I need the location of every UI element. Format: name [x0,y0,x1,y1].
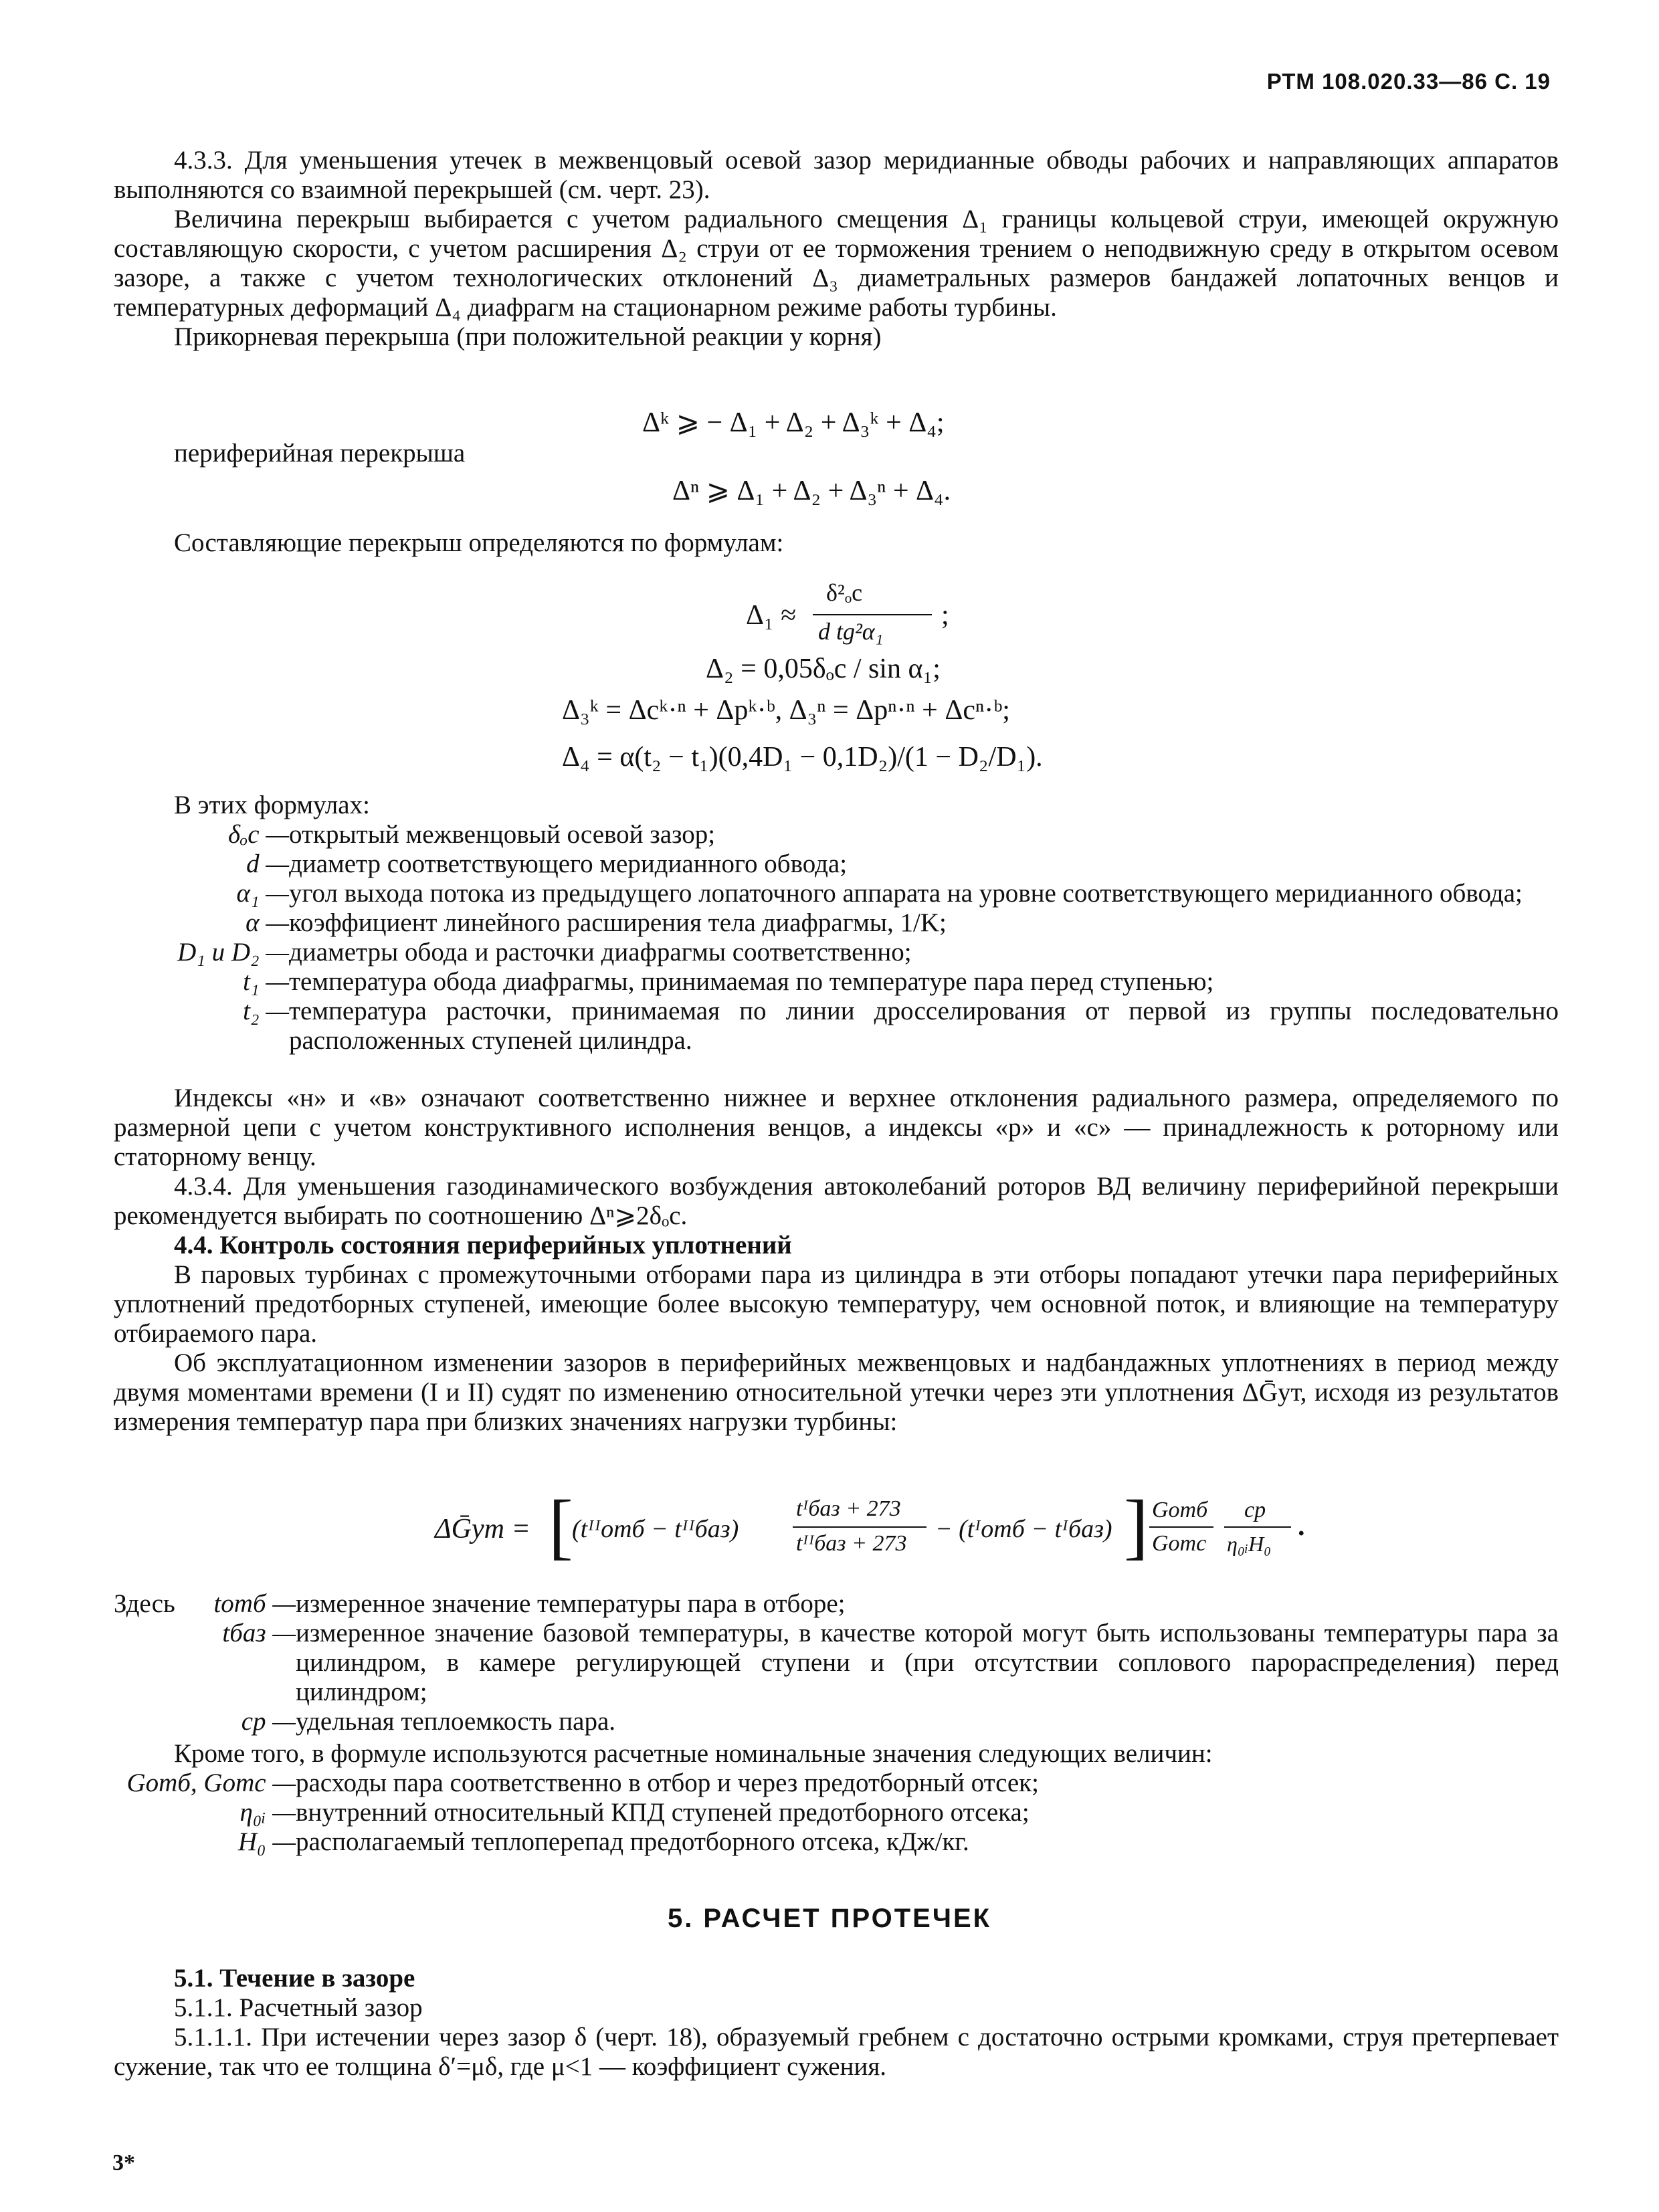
paragraph-overlap-magnitude: Величина перекрыш выбирается с учетом радиального смещения Δ₁ границы кольцевой струи, имеющей окружную составляющую скорости, с учетом расширения Δ₂ струи от ее торможения трением о неподвижную среду в открытом осевом зазоре, а также с учетом технологических отклонений Δ₃ диаметральных размеров бандажей лопаточных венцов и температурных деформаций Δ₄ диафрагм на стационарном режиме работы турбины. [114,205,1559,322]
formula-g-bar [1149,1526,1213,1528]
equation-delta1-lhs: Δ₁ ≈ [746,600,797,631]
definition-item [114,908,1559,938]
equation-delta1-fraction-bar [813,614,932,615]
definition-symbol: t₂ — [243,997,289,1025]
definition-item [114,1798,1559,1827]
paragraph-nominal: Кроме того, в формуле используются расчетные номинальные значения следующих величин: [174,1739,1213,1768]
definition-text: угол выхода потока из предыдущего лопаточного аппарата на уровне соответствующего меридианного обвода; [289,879,1523,908]
definitions-lead: Здесь [114,1589,175,1618]
formula-g-num: Gотб [1152,1498,1208,1522]
definition-text: внутренний относительный КПД ступеней предотборного отсека; [296,1798,1030,1827]
definition-item [114,1707,1559,1736]
running-head: РТМ 108.020.33—86 С. 19 [1266,69,1551,94]
heading-section-5: 5. РАСЧЕТ ПРОТЕЧЕК [667,1904,992,1933]
definition-text: измеренное значение температуры пара в отборе; [296,1589,846,1618]
section-5-body [114,1964,1559,2082]
definition-text: измеренное значение базовой температуры, в качестве которой могут быть использованы температуры пара за цилиндром, в камере регулирующей ступени и (при отсутствии соплового парораспределения) перед цилиндром; [296,1619,1559,1706]
definition-text: диаметры обода и расточки диафрагмы соответственно; [289,938,912,967]
paragraph-in-formulas-wrap [114,791,1559,820]
paragraph-indices: Индексы «н» и «в» означают соответственно нижнее и верхнее отклонения радиального размера, определяемого по размерной цепи с учетом конструктивного исполнения венцов, а индексы «р» и «с» — принадлежность к роторному или статорному венцу. [114,1084,1559,1171]
section-4-3-3-intro [114,146,1559,352]
definition-item [114,1827,1559,1857]
signature-mark: 3* [112,2150,135,2175]
formula-frac-den: tᴵᴵбаз + 273 [796,1531,907,1556]
paragraph-steam-turbines: В паровых турбинах с промежуточными отборами пара из цилиндра в эти отборы попадают утечки пара периферийных уплотнений предотборных ступеней, имеющие более высокую температуру, чем основной поток, и влияющие на температуру отбираемого пара. [114,1260,1559,1348]
formula-c-den: η₀ᵢH₀ [1227,1532,1272,1556]
section-indices [114,1084,1559,1437]
heading-5-1: 5.1. Течение в зазоре [174,1964,415,1993]
definition-symbol: δₒc — [227,820,289,849]
definitions-list-overlap [114,820,1559,1055]
formula-tail: . [1298,1511,1305,1542]
definition-text: диаметр соответствующего меридианного обвода; [289,849,848,878]
paragraph-nominal-wrap [114,1739,1559,1769]
equation-delta1-denominator: d tg²α₁ [818,618,884,645]
equation-delta1-tail: ; [941,600,949,631]
definition-symbol: tотб — [213,1589,296,1618]
paragraph-root-overlap: Прикорневая перекрыша (при положительной реакции у корня) [174,322,882,351]
definition-symbol: α — [246,908,289,937]
paragraph-operational-change: Об эксплуатационном изменении зазоров в периферийных межвенцовых и надбандажных уплотнениях в период между двумя моментами времени (I и II) судят по изменению относительной утечки через эти уплотнения ΔḠут, исходя из результатов измерения температур пара при близких значениях нагрузки турбины: [114,1348,1559,1436]
definition-text: температура обода диафрагмы, принимаемая по температуре пара перед ступенью; [289,967,1214,996]
paragraph-5-1-1-1: 5.1.1.1. При истечении через зазор δ (черт. 18), образуемый гребнем с достаточно острыми кромками, струя претерпевает сужение, так что ее толщина δ′=μδ, где μ<1 — коэффициент сужения. [114,2023,1559,2081]
formula-term-2: − (tᴵотб − tᴵбаз) [935,1515,1112,1543]
formula-bracket-close: ] [1124,1485,1149,1567]
equation-periph-overlap: Δⁿ ⩾ Δ₁ + Δ₂ + Δ₃ⁿ + Δ₄. [672,476,951,506]
definition-symbol: η₀ᵢ — [239,1798,296,1827]
definition-symbol: H₀ — [237,1827,296,1856]
definition-symbol: d — [246,849,289,878]
definition-symbol: tбаз — [222,1619,296,1647]
definition-text: удельная теплоемкость пара. [296,1707,616,1736]
definition-item [114,1769,1559,1798]
paragraph-periph-overlap: периферийная перекрыша [174,439,466,468]
definition-item [114,1589,1559,1619]
definition-symbol: α₁ — [236,879,289,908]
formula-lhs: ΔḠут = [435,1514,530,1544]
definition-text: коэффициент линейного расширения тела диафрагмы, 1/K; [289,908,947,937]
definition-item [114,967,1559,997]
definition-text: открытый межвенцовый осевой зазор; [289,820,716,849]
definitions-list-here [114,1589,1559,1736]
definition-symbol: cp — [241,1707,296,1736]
formula-c-num: cp [1244,1498,1266,1522]
paragraph-components-wrap [114,528,1559,558]
definition-item [114,997,1559,1055]
paragraph-components: Составляющие перекрыш определяются по формулам: [174,528,784,557]
equation-delta4: Δ₄ = α(t₂ − t₁)(0,4D₁ − 0,1D₂)/(1 − D₂/D₁). [562,742,1043,773]
formula-frac-num: tᴵбаз + 273 [796,1496,901,1521]
paragraph-4-3-3: 4.3.3. Для уменьшения утечек в межвенцовый осевой зазор меридианные обводы рабочих и направляющих аппаратов выполняются со взаимной перекрышей (см. черт. 23). [114,146,1559,204]
formula-g-den: Gотс [1152,1531,1207,1556]
definition-symbol: D₁ и D₂ — [177,938,289,967]
definition-item [114,1619,1559,1707]
definition-item [114,849,1559,879]
paragraph-4-3-4: 4.3.4. Для уменьшения газодинамического возбуждения автоколебаний роторов ВД величину периферийной перекрыши рекомендуется выбирать по соотношению Δⁿ⩾2δₒc. [114,1172,1559,1230]
formula-bracket-open: [ [549,1485,573,1567]
paragraph-in-formulas: В этих формулах: [174,791,370,819]
definition-text: температура расточки, принимаемая по линии дросселирования от первой из группы последовательно расположенных ступеней цилиндра. [289,997,1559,1055]
equation-relative-leakage [435,1485,1305,1567]
equation-root-overlap: Δᵏ ⩾ − Δ₁ + Δ₂ + Δ₃ᵏ + Δ₄; [642,407,945,438]
definition-item [114,820,1559,849]
equation-delta2: Δ₂ = 0,05δₒc / sin α₁; [706,653,941,684]
definition-symbol: Gотб, Gотс — [126,1769,296,1797]
equation-delta1-numerator: δ²ₒc [826,579,863,606]
definition-item [114,879,1559,908]
equation-delta3: Δ₃ᵏ = Δcᵏ·ⁿ + Δpᵏ·ᵇ, Δ₃ⁿ = Δpⁿ·ⁿ + Δcⁿ·ᵇ; [562,695,1010,726]
formula-term-1: (tᴵᴵотб − tᴵᴵбаз) [572,1515,739,1543]
definition-text: расходы пара соответственно в отбор и через предотборный отсек; [296,1769,1039,1797]
formula-frac-bar [793,1526,926,1528]
definition-text: располагаемый теплоперепад предотборного отсека, кДж/кг. [296,1827,969,1856]
formula-c-bar [1224,1526,1291,1528]
heading-4-4: 4.4. Контроль состояния периферийных уплотнений [174,1231,792,1260]
paragraph-periph-overlap-wrap [114,439,1559,468]
heading-5-1-1: 5.1.1. Расчетный зазор [174,1993,423,2022]
definition-item [114,938,1559,967]
definitions-list-nominal [114,1769,1559,1857]
definition-symbol: t₁ — [243,967,289,996]
